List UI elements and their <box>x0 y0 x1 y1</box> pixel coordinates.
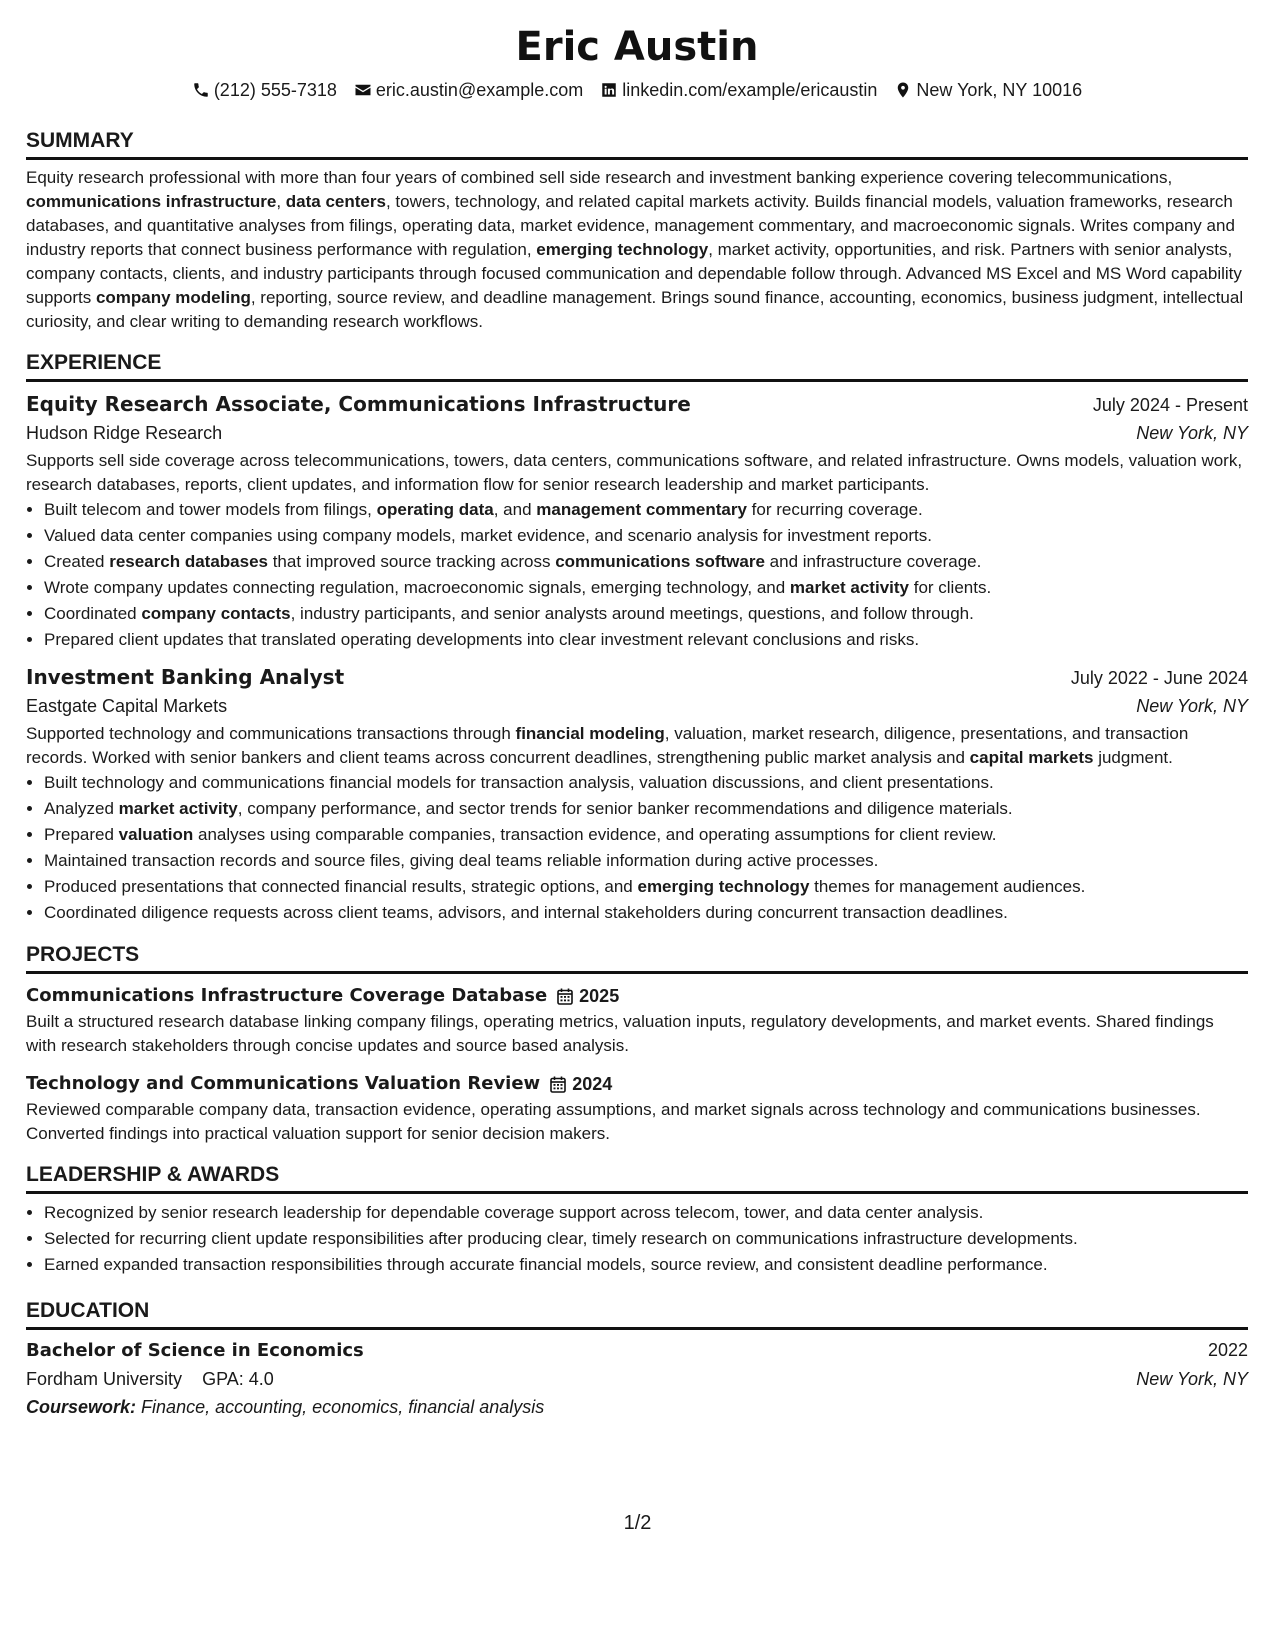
list-item: • Wrote company updates connecting regulation, macroeconomic signals, emerging technology, and market activity for clients. <box>44 575 1248 601</box>
list-item: • Prepared client updates that translated operating developments into clear investment relevant conclusions and risks. <box>44 627 1248 653</box>
linkedin-icon <box>600 81 618 99</box>
job-title: Investment Banking Analyst <box>26 665 345 689</box>
education-section <box>26 1298 1248 1421</box>
job-location: New York, NY <box>1136 423 1248 443</box>
phone-text: (212) 555-7318 <box>213 80 337 100</box>
gpa-text: GPA: 4.0 <box>202 1369 274 1389</box>
leadership-heading: LEADERSHIP & AWARDS <box>26 1162 1248 1194</box>
contact-phone <box>192 78 337 102</box>
job-entry <box>26 390 1248 653</box>
email-link[interactable]: eric.austin@example.com <box>375 80 584 100</box>
job-description: Supported technology and communications transactions through financial modeling, valuation, market research, diligence, presentations, and transaction records. Worked with senior bankers and client teams across concurrent deadlines, strengthening public market analysis and capital markets judgment. <box>26 724 1189 767</box>
map-pin-icon <box>894 81 912 99</box>
school-info <box>26 1365 274 1393</box>
list-item: • Valued data center companies using company models, market evidence, and scenario analysis for investment reports. <box>44 523 1248 549</box>
page-number: 1/2 <box>623 1512 652 1534</box>
project-year: 2025 <box>579 985 620 1006</box>
project-title: Technology and Communications Valuation Review <box>26 1073 541 1094</box>
degree-name: Bachelor of Science in Economics <box>26 1340 364 1361</box>
school-name: Fordham University <box>26 1369 183 1389</box>
emphasis-text: data centers <box>285 192 386 211</box>
summary-text: Equity research professional with more than four years of combined sell side research and investment banking experience covering telecommunications, communications infrastructure, data centers, towers, technology, and related capital markets activity. Builds financial models, valuation frameworks, research databases, and quantitative analyses from filings, operating data, market evidence, management commentary, and macroeconomic signals. Writes company and industry reports that connect business performance with regulation, emerging technology, market activity, opportunities, and risk. Partners with senior analysts, company contacts, clients, and industry participants through focused communication and dependable follow through. Advanced MS Excel and MS Word capability supports company modeling, reporting, source review, and deadline management. Brings sound finance, accounting, economics, business judgment, intellectual curiosity, and clear writing to demanding research workflows. <box>26 168 1244 331</box>
list-item: • Produced presentations that connected financial results, strategic options, and emerging technology themes for management audiences. <box>44 874 1248 900</box>
education-heading: EDUCATION <box>26 1298 1248 1330</box>
leadership-list <box>26 1200 1248 1278</box>
project-year: 2024 <box>572 1073 613 1094</box>
emphasis-text: capital markets <box>969 748 1094 767</box>
list-item: • Recognized by senior research leadership for dependable coverage support across telecom, tower, and data center analysis. <box>44 1200 1248 1226</box>
emphasis-text: valuation <box>118 825 194 844</box>
resume-content <box>26 20 1248 1421</box>
list-item: • Earned expanded transaction responsibilities through accurate financial models, source review, and consistent deadline performance. <box>44 1252 1248 1278</box>
calendar-icon <box>557 988 573 1005</box>
coursework-line <box>26 1393 1248 1421</box>
summary-section <box>26 128 1248 334</box>
experience-heading: EXPERIENCE <box>26 350 1248 382</box>
project-entry <box>26 982 1248 1058</box>
leadership-section <box>26 1162 1248 1278</box>
emphasis-text: financial modeling <box>515 724 665 743</box>
experience-section <box>26 350 1248 926</box>
summary-heading: SUMMARY <box>26 128 1248 160</box>
project-description: Built a structured research database linking company filings, operating metrics, valuation inputs, regulatory developments, and market events. Shared findings with research stakeholders through concise updates and source based analysis. <box>26 1012 1214 1055</box>
list-item: • Selected for recurring client update responsibilities after producing clear, timely research on communications infrastructure developments. <box>44 1226 1248 1252</box>
list-item: • Built telecom and tower models from filings, operating data, and management commentary for recurring coverage. <box>44 497 1248 523</box>
list-item: • Maintained transaction records and source files, giving deal teams reliable information during active processes. <box>44 848 1248 874</box>
coursework-label: Coursework: <box>26 1397 137 1417</box>
list-item: • Built technology and communications financial models for transaction analysis, valuation discussions, and client presentations. <box>44 770 1248 796</box>
linkedin-link[interactable]: linkedin.com/example/ericaustin <box>622 80 878 100</box>
projects-section <box>26 942 1248 1146</box>
location-text: New York, NY 10016 <box>916 80 1083 100</box>
job-entry <box>26 663 1248 926</box>
emphasis-text: emerging technology <box>536 240 709 259</box>
project-date <box>550 1074 612 1095</box>
emphasis-text: emerging technology <box>637 877 810 896</box>
emphasis-text: company contacts <box>141 604 291 623</box>
job-company: Eastgate Capital Markets <box>26 696 228 716</box>
project-date <box>557 986 619 1007</box>
envelope-icon <box>354 81 372 99</box>
emphasis-text: market activity <box>118 799 238 818</box>
coursework-text: Finance, accounting, economics, financial analysis <box>141 1397 545 1417</box>
contact-bar <box>26 78 1248 102</box>
project-description: Reviewed comparable company data, transaction evidence, operating assumptions, and market signals across technology and communications businesses. Converted findings into practical valuation support for senior decision makers. <box>26 1100 1201 1143</box>
emphasis-text: communications infrastructure <box>26 192 277 211</box>
calendar-icon <box>550 1076 566 1093</box>
emphasis-text: research databases <box>109 552 268 571</box>
school-location: New York, NY <box>1136 1369 1248 1389</box>
candidate-name: Eric Austin <box>515 24 759 70</box>
phone-icon <box>192 81 210 99</box>
emphasis-text: communications software <box>555 552 765 571</box>
emphasis-text: market activity <box>789 578 909 597</box>
job-bullets <box>26 497 1248 653</box>
job-company: Hudson Ridge Research <box>26 423 223 443</box>
list-item: • Prepared valuation analyses using comparable companies, transaction evidence, and operating assumptions for client review. <box>44 822 1248 848</box>
emphasis-text: operating data <box>376 500 494 519</box>
list-item: • Created research databases that improved source tracking across communications software and infrastructure coverage. <box>44 549 1248 575</box>
projects-heading: PROJECTS <box>26 942 1248 974</box>
list-item: • Coordinated company contacts, industry participants, and senior analysts around meetings, questions, and follow through. <box>44 601 1248 627</box>
list-item: • Coordinated diligence requests across client teams, advisors, and internal stakeholders during concurrent transaction deadlines. <box>44 900 1248 926</box>
job-dates: July 2024 - Present <box>1092 395 1248 415</box>
job-location: New York, NY <box>1136 696 1248 716</box>
job-bullets <box>26 770 1248 926</box>
contact-location <box>894 78 1082 102</box>
emphasis-text: company modeling <box>95 288 251 307</box>
graduation-year: 2022 <box>1207 1340 1248 1360</box>
emphasis-text: management commentary <box>536 500 747 519</box>
job-title: Equity Research Associate, Communications Infrastructure <box>26 392 691 416</box>
job-description: Supports sell side coverage across telecommunications, towers, data centers, communications software, and related infrastructure. Owns models, valuation work, research databases, reports, client updates, and information flow for senior research leadership and market participants. <box>26 451 1243 494</box>
project-title: Communications Infrastructure Coverage Database <box>26 985 548 1006</box>
contact-email[interactable] <box>354 78 583 102</box>
contact-linkedin[interactable] <box>600 78 877 102</box>
job-dates: July 2022 - June 2024 <box>1070 668 1248 688</box>
list-item: • Analyzed market activity, company performance, and sector trends for senior banker recommendations and diligence materials. <box>44 796 1248 822</box>
project-entry <box>26 1070 1248 1146</box>
